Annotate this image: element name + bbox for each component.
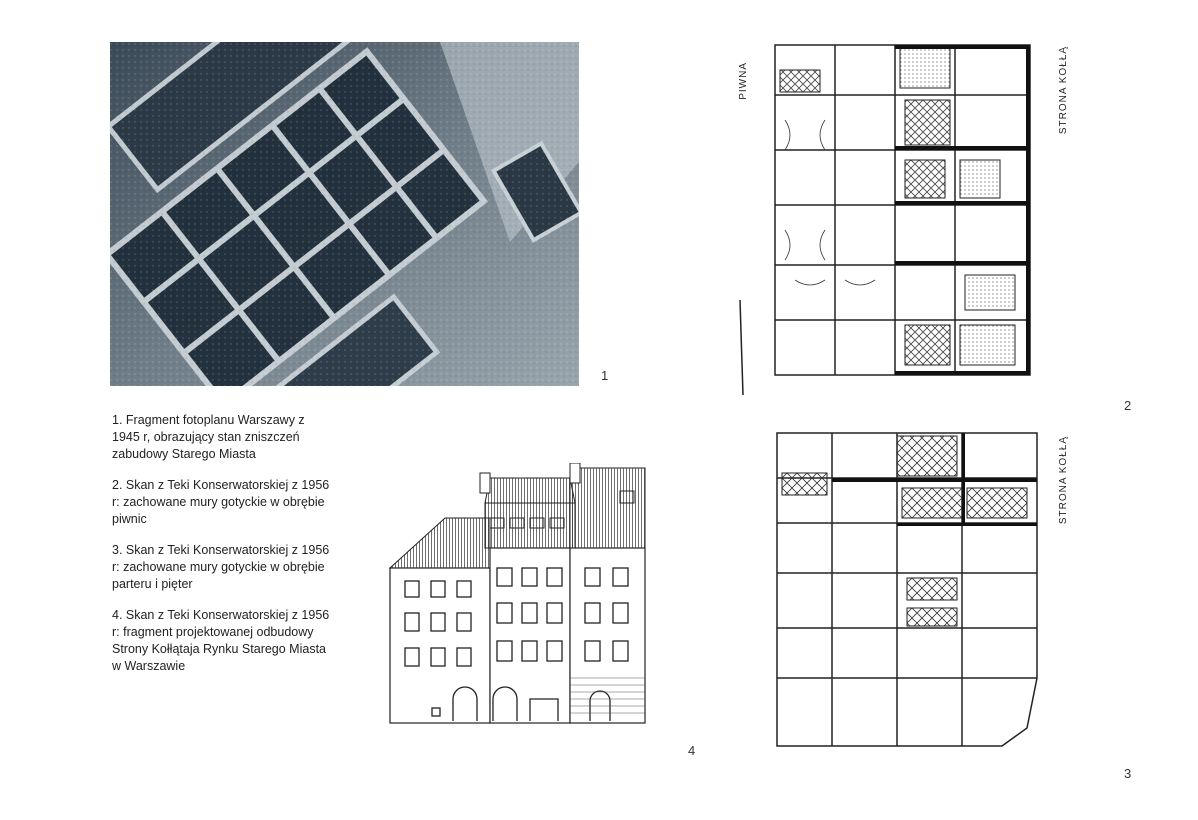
label-strona-kollataja-top: STRONA KOŁŁĄ bbox=[1058, 46, 1069, 135]
captions-block bbox=[112, 412, 334, 689]
caption-1: 1. Fragment fotoplanu Warszawy z 1945 r, obrazujący stan zniszczeń zabudowy Starego Miasta bbox=[112, 413, 305, 461]
label-piwna: PIWNA bbox=[738, 62, 749, 100]
figure-1-number: 1 bbox=[601, 368, 609, 383]
caption-4: 4. Skan z Teki Konserwatorskiej z 1956 r: fragment projektowanej odbudowy Strony Kołłątaja Rynku Starego Miasta w Warszawie bbox=[112, 608, 330, 673]
figure-2-number: 2 bbox=[1124, 398, 1132, 413]
figure-4-number: 4 bbox=[688, 743, 696, 758]
plan-ground-floor bbox=[772, 428, 1044, 750]
plan-basement bbox=[735, 40, 1035, 412]
label-strona-kollataja-bottom: STRONA KOŁŁĄ bbox=[1058, 436, 1069, 525]
caption-3: 3. Skan z Teki Konserwatorskiej z 1956 r: zachowane mury gotyckie w obrębie parteru i pięter bbox=[112, 543, 330, 591]
caption-2: 2. Skan z Teki Konserwatorskiej z 1956 r: zachowane mury gotyckie w obrębie piwnic bbox=[112, 478, 330, 526]
aerial-photo bbox=[110, 42, 579, 386]
facade-elevation bbox=[385, 463, 649, 726]
figure-3-number: 3 bbox=[1124, 766, 1132, 781]
